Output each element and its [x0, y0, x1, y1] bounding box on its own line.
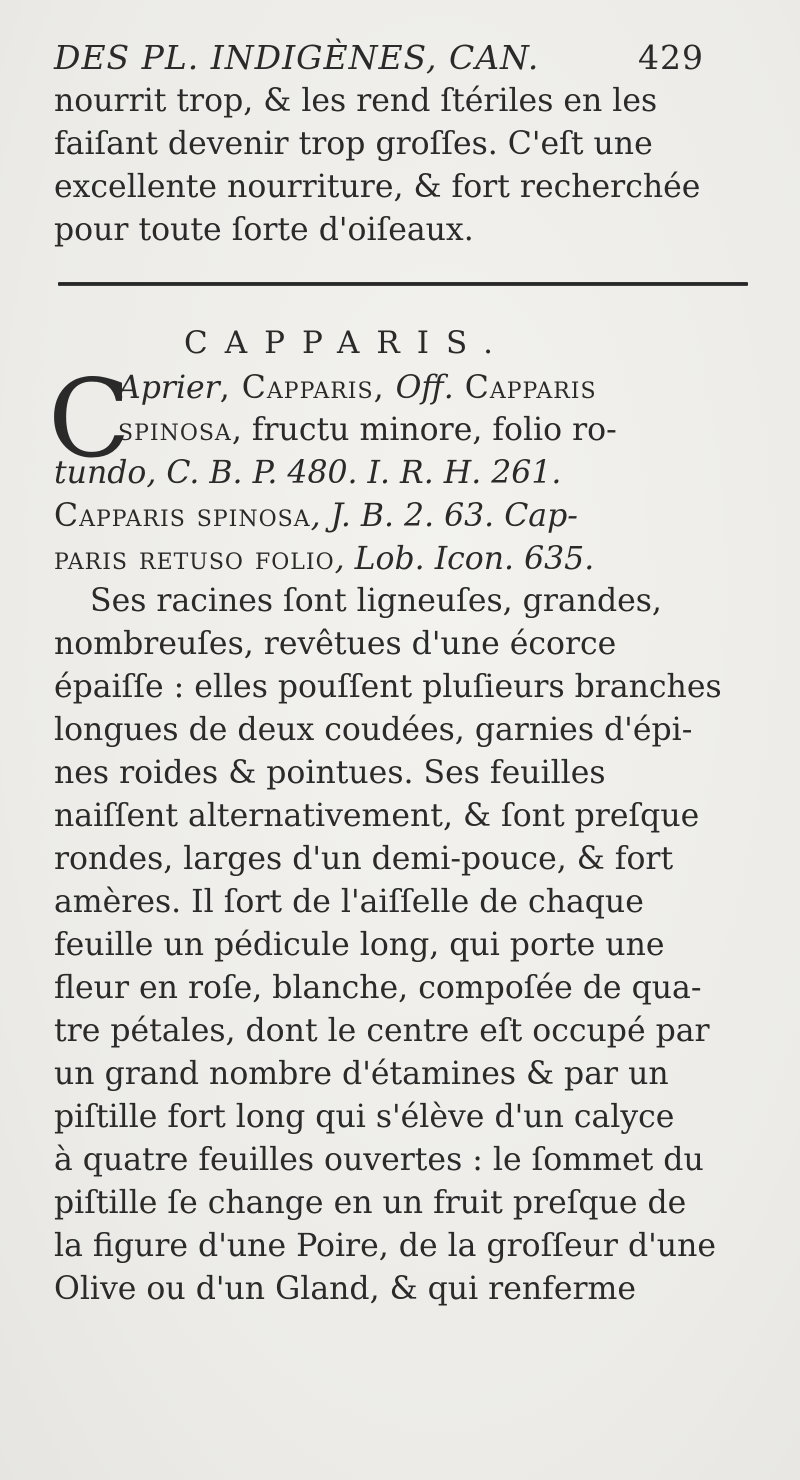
synonym-capparis-spinosa: Capparis spinosa: [54, 498, 311, 534]
description-line-6: naiſſent alternativement, & ſont preſque: [54, 798, 700, 834]
synonymy-line-4: [54, 498, 578, 534]
synonym-capparis: , Capparis,: [219, 370, 396, 406]
description-line-16: la figure d'une Poire, de la groſſeur d'une: [54, 1228, 717, 1264]
synonymy-line-2: [118, 412, 617, 448]
synonym-off: Off.: [395, 370, 454, 406]
description-line-17: Olive ou d'un Gland, & qui renferme: [54, 1271, 637, 1307]
synonym-capparis-2: Capparis: [453, 370, 597, 406]
synonym-fructu: , fructu minore, folio ro-: [231, 412, 617, 448]
synonym-spinosa: spinosa: [118, 412, 232, 448]
section-divider: [58, 282, 748, 286]
description-line-3: épaiſſe : elles pouſſent pluſieurs branches: [54, 669, 722, 705]
page-number: 429: [638, 38, 704, 77]
description-line-12: un grand nombre d'étamines & par un: [54, 1056, 669, 1092]
drop-cap: C: [48, 357, 131, 482]
synonym-lob: , Lob. Icon. 635.: [334, 541, 595, 577]
intro-line-3: excellente nourriture, & fort recherchée: [54, 169, 701, 205]
description-line-7: rondes, larges d'un demi-pouce, & fort: [54, 841, 674, 877]
description-line-8: amères. Il ſort de l'aiſſelle de chaque: [54, 884, 644, 920]
synonym-jb: , J. B. 2. 63. Cap-: [310, 498, 578, 534]
description-line-5: nes roides & pointues. Ses feuilles: [54, 755, 606, 791]
description-line-1: Ses racines ſont ligneuſes, grandes,: [90, 583, 662, 619]
description-line-11: tre pétales, dont le centre eſt occupé par: [54, 1013, 710, 1049]
description-line-14: à quatre feuilles ouvertes : le ſommet du: [54, 1142, 704, 1178]
synonymy-line-3: tundo, C. B. P. 480. I. R. H. 261.: [54, 455, 562, 491]
running-title: DES PL. INDIGÈNES, CAN.: [54, 38, 540, 77]
section-title: CAPPARIS.: [184, 325, 510, 361]
description-line-15: piſtille ſe change en un fruit preſque de: [54, 1185, 687, 1221]
description-line-10: fleur en roſe, blanche, compoſée de qua-: [54, 970, 702, 1006]
intro-line-1: nourrit trop, & les rend ſtériles en les: [54, 83, 658, 119]
description-line-4: longues de deux coudées, garnies d'épi-: [54, 712, 693, 748]
running-header: [54, 38, 754, 77]
synonymy-line-1: [118, 370, 597, 406]
intro-line-4: pour toute ſorte d'oiſeaux.: [54, 212, 474, 248]
description-line-13: piſtille fort long qui s'élève d'un calyce: [54, 1099, 675, 1135]
synonym-aprier: Aprier: [118, 370, 220, 406]
intro-line-2: faiſant devenir trop groſſes. C'eſt une: [54, 126, 653, 162]
synonym-retuso: paris retuso folio: [54, 541, 335, 577]
synonymy-line-5: [54, 541, 595, 577]
description-line-2: nombreuſes, revêtues d'une écorce: [54, 626, 617, 662]
description-line-9: feuille un pédicule long, qui porte une: [54, 927, 665, 963]
